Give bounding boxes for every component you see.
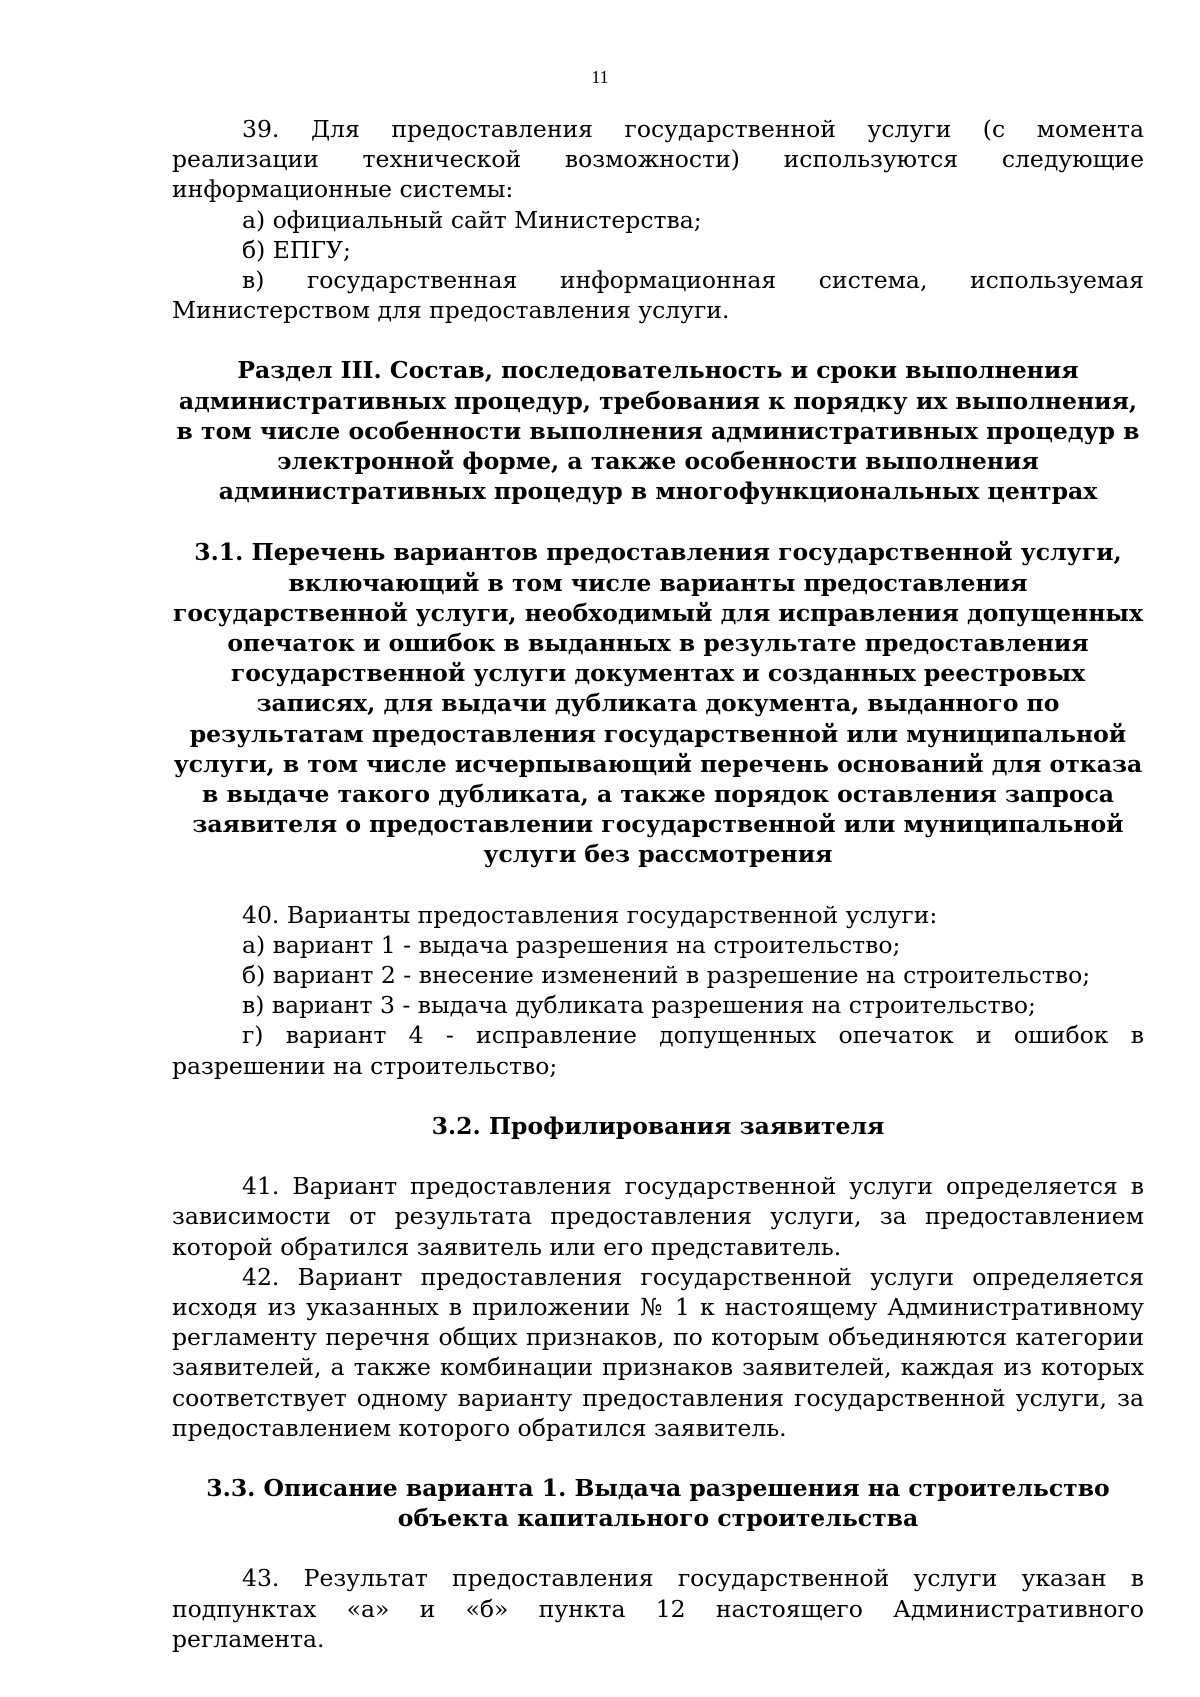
paragraph-42: 42. Вариант предоставления государственной услуги определяется исходя из указанных в приложении № 1 к настоящему Административному регламенту перечня общих признаков, по которым объединяются категории заявителей, а также комбинации признаков заявителей, каждая из которых соответствует одному варианту предоставления государственной услуги, за предоставлением которого обратился заявитель. xyxy=(172,1262,1144,1442)
paragraph-39: 39. Для предоставления государственной услуги (с момента реализации технической возможности) используются следующие информационные системы: xyxy=(172,115,1144,204)
paragraph-40: 40. Варианты предоставления государственной услуги: xyxy=(242,900,938,929)
paragraph-41: 41. Вариант предоставления государственной услуги определяется в зависимости от результата предоставления услуги, за предоставлением которой обратился заявитель или его представитель. xyxy=(172,1172,1144,1261)
subsection-3-2-heading: 3.2. Профилирования заявителя xyxy=(431,1111,885,1140)
subsection-3-1-heading: 3.1. Перечень вариантов предоставления государственной услуги, включающий в том числе варианты предоставления государственной услуги, необходимый для исправления допущенных опечаток и ошибок в выданных в результате предоставления государственной услуги документах и созданных реестровых записях, для выдачи дубликата документа, выданного по результатам предоставления государственной или муниципальной услуги, в том числе исчерпывающий перечень оснований для отказа в выдаче такого дубликата, а также порядок оставления запроса заявителя о предоставлении государственной или муниципальной услуги без рассмотрения xyxy=(173,538,1143,869)
list-item-39c: в) государственная информационная система, используемая Министерством для предоставления услуги. xyxy=(172,266,1144,325)
list-item-39a: а) официальный сайт Министерства; xyxy=(242,205,702,234)
section-3-heading: Раздел III. Состав, последовательность и сроки выполнения административных процедур, требования к порядку их выполнения, в том числе особенности выполнения административных процедур в электронной форме, а также особенности выполнения административных процедур в многофункциональных центрах xyxy=(176,356,1140,506)
list-item-40a: а) вариант 1 - выдача разрешения на строительство; xyxy=(242,930,901,959)
page-number: 11 xyxy=(591,67,609,87)
list-item-40b: б) вариант 2 - внесение изменений в разрешение на строительство; xyxy=(242,961,1091,990)
list-item-39b: б) ЕПГУ; xyxy=(242,235,351,264)
paragraph-43: 43. Результат предоставления государственной услуги указан в подпунктах «а» и «б» пункта 12 настоящего Административного регламента. xyxy=(172,1564,1144,1653)
page-content xyxy=(172,114,1144,1654)
list-item-40c: в) вариант 3 - выдача дубликата разрешения на строительство; xyxy=(242,991,1036,1020)
list-item-40d: г) вариант 4 - исправление допущенных опечаток и ошибок в разрешении на строительство; xyxy=(172,1021,1144,1080)
subsection-3-3-heading: 3.3. Описание варианта 1. Выдача разрешения на строительство объекта капитального строительства xyxy=(206,1473,1110,1533)
